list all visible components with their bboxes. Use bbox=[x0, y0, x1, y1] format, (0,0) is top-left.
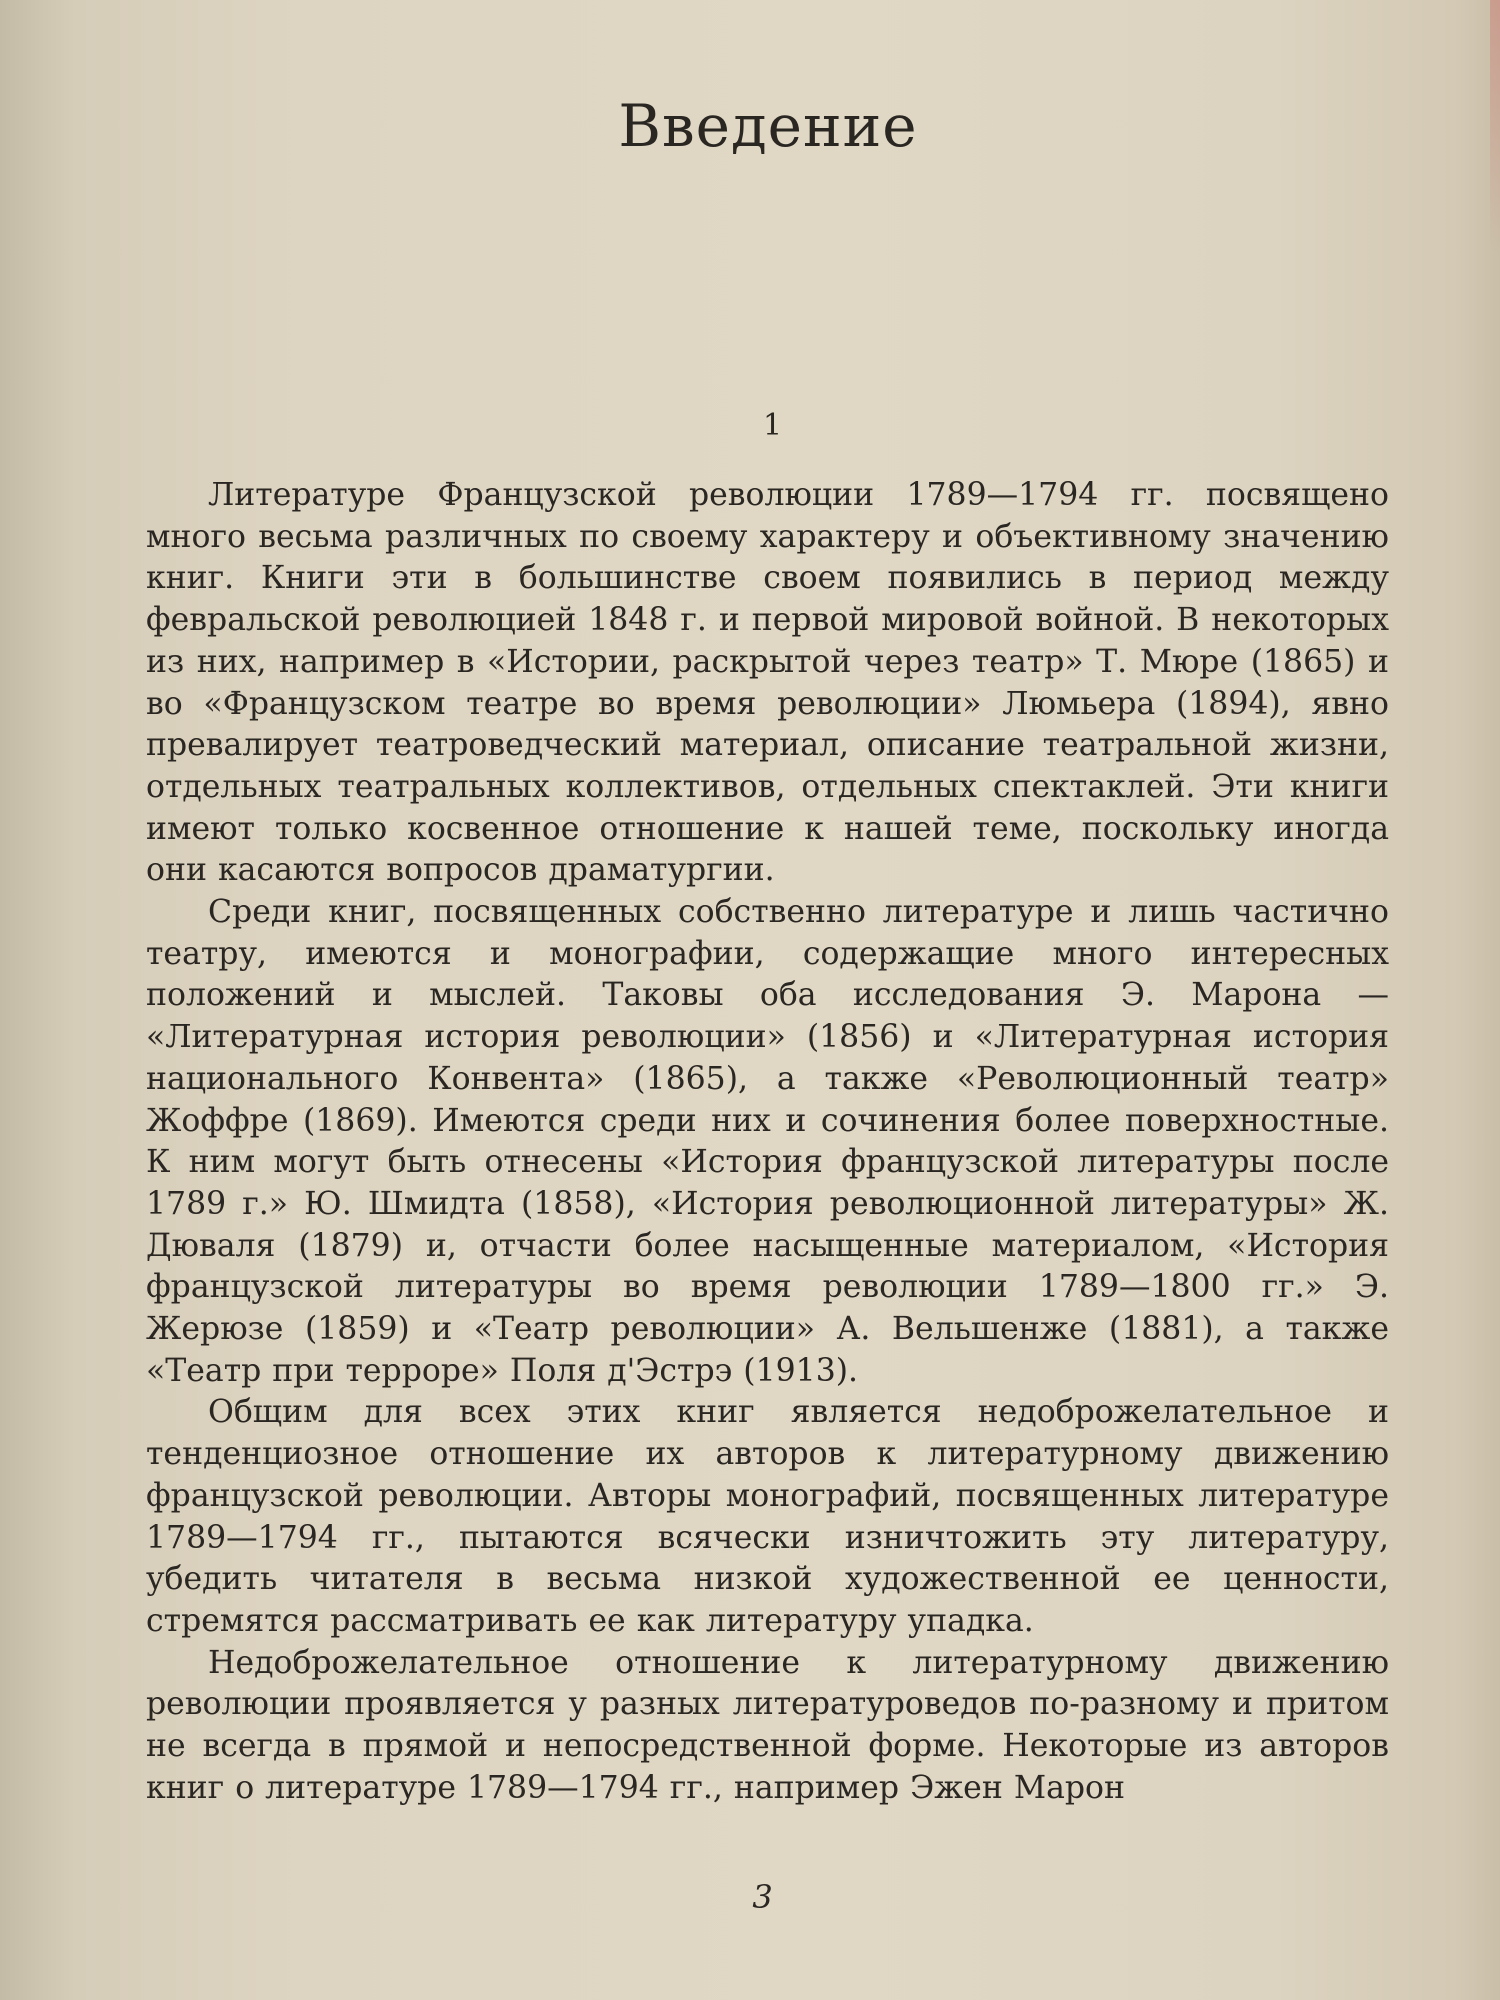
paragraph: Общим для всех этих книг является недоброжелательное и тенденциозное отношение их авторов к литературному движению французской революции. Авторы монографий, посвященных литературе 1789—1794 гг., пытаются всячески изничтожить эту литературу, убедить читателя в весьма низкой художественной ее ценности, стремятся рассматривать ее как литературу упадка. bbox=[146, 1394, 1389, 1639]
paragraph: Литературе Французской революции 1789—1794 гг. посвящено много весьма различных по своему характеру и объективному значению книг. Книги эти в большинстве своем появились в период между февральской революцией 1848 г. и первой мировой войной. В некоторых из них, например в «Истории, раскрытой через театр» Т. Мюре (1865) и во «Французском театре во время революции» Люмьера (1894), явно превалирует театроведческий материал, описание театральной жизни, отдельных театральных коллективов, отдельных спектаклей. Эти книги имеют только косвенное отношение к нашей теме, поскольку иногда они касаются вопросов драматургии. bbox=[146, 477, 1389, 889]
body-text bbox=[146, 475, 1389, 1810]
paragraph: Среди книг, посвященных собственно литературе и лишь частично театру, имеются и монографии, содержащие много интересных положений и мыслей. Таковы оба исследования Э. Марона — «Литературная история революции» (1856) и «Литературная история национального Конвента» (1865), а также «Революционный театр» Жоффре (1869). Имеются среди них и сочинения более поверхностные. К ним могут быть отнесены «История французской литературы после 1789 г.» Ю. Шмидта (1858), «История революционной литературы» Ж. Дюваля (1879) и, отчасти более насыщенные материалом, «История французской литературы во время революции 1789—1800 гг.» Э. Жерюзе (1859) и «Театр революции» А. Вельшенже (1881), а также «Театр при терроре» Поля д'Эстрэ (1913). bbox=[146, 894, 1389, 1389]
page-number: 3 bbox=[752, 1878, 773, 1916]
chapter-title: Введение bbox=[618, 92, 918, 160]
section-number: 1 bbox=[762, 408, 783, 443]
paragraph: Недоброжелательное отношение к литературному движению революции проявляется у разных литературоведов по-разному и притом не всегда в прямой и непосредственной форме. Некоторые из авторов книг о литературе 1789—1794 гг., например Эжен Марон bbox=[146, 1644, 1389, 1806]
